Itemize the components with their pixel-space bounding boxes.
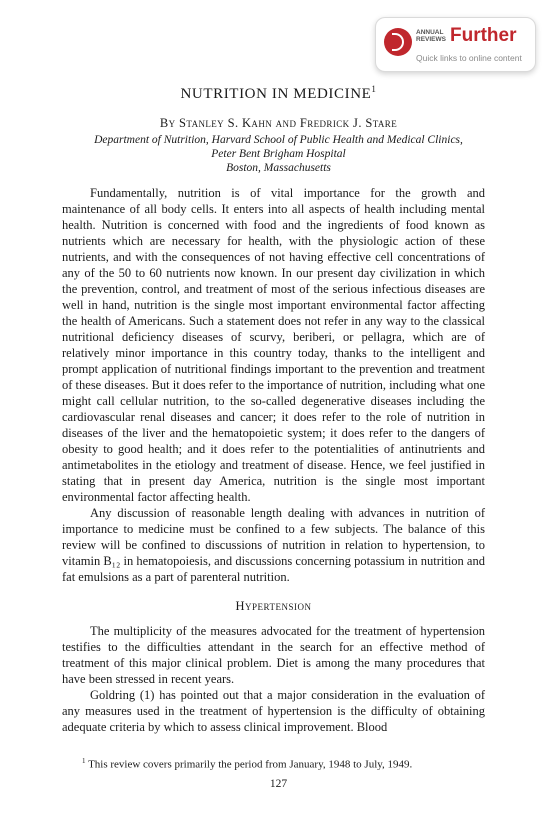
badge-title: Further: [450, 25, 517, 46]
article-authors: By Stanley S. Kahn and Fredrick J. Stare: [159, 116, 398, 130]
affiliation-line: Peter Bent Brigham Hospital: [211, 148, 346, 160]
article-title: [0, 84, 557, 103]
body-paragraph: Goldring (1) has pointed out that a major consideration in the evaluation of any measures used in the treatment of hypertension is the difficulty of obtaining adequate criteria by which to assess clinical improvement. Blood: [62, 688, 485, 734]
annual-reviews-logo-icon: [384, 28, 412, 56]
article-title-text: NUTRITION IN MEDICINE: [180, 86, 372, 102]
footnote-mark: 1: [82, 757, 86, 765]
page-number: 127: [269, 778, 288, 790]
section-heading: Hypertension: [235, 599, 312, 613]
article-affiliation: [30, 133, 527, 175]
badge-subtitle: Quick links to online content: [416, 53, 522, 63]
body-paragraph: The multiplicity of the measures advocated for the treatment of hypertension testifies to the difficulties attendant in the search for an effective method of treatment of this major clinical problem. Diet is among the many procedures that have been stressed in recent years.: [62, 624, 485, 686]
affiliation-line: Department of Nutrition, Harvard School of Public Health and Medical Clinics,: [94, 134, 463, 146]
footnote: [82, 757, 412, 771]
body-paragraph: Any discussion of reasonable length dealing with advances in nutrition of importance to medicine must be confined to a few subjects. The balance of this review will be confined to discussions of nutrition in relation to hypertension, to vitamin B₁₂ in hematopoiesis, and discussions concerning potassium in nutrition and fat emulsions as a part of parenteral nutrition.: [62, 506, 485, 584]
article-body: [62, 185, 485, 735]
annual-reviews-further-link[interactable]: [375, 17, 536, 72]
badge-publisher: ANNUAL REVIEWS: [416, 29, 446, 43]
affiliation-line: Boston, Massachusetts: [226, 162, 331, 174]
body-paragraph: Fundamentally, nutrition is of vital importance for the growth and maintenance of all body cells. It enters into all aspects of health including mental health. Nutrition is concerned with food and the ingredients of food known as nutrients which are necessary for health, with the physiologic action of these nutrients, and with the consequences of not having effective cell concentrations of any of the 50 to 60 nutrients now known. In our present day civilization in which the prevention, control, and treatment of most of the serious infectious diseases are well in hand, nutrition is the single most important environmental factor affecting the health of Americans. Such a statement does not refer in any way to the classical nutritional deficiency diseases of scurvy, beriberi, or pellagra, which are of relatively minor importance in this country today, thanks to the intelligent and prompt application of nutritional findings important to the prevention and treatment of these diseases. But it does refer to the importance of nutrition, including what one might call cellular nutrition, to the so-called degenerative diseases including the cardiovascular renal diseases and cancer; it does refer to the role of nutrition in diseases of the liver and the hematopoietic system; it does refer to the dangers of obesity to good health; and it does refer to the potentialities of antinutrients and antimetabolites in the etiology and treatment of disease. Hence, we feel justified in stating that in present day America, nutrition is the single most important environmental factor affecting health.: [62, 186, 485, 504]
footnote-text: This review covers primarily the period from January, 1948 to July, 1949.: [88, 758, 413, 771]
title-footnote-mark: 1: [371, 84, 377, 94]
